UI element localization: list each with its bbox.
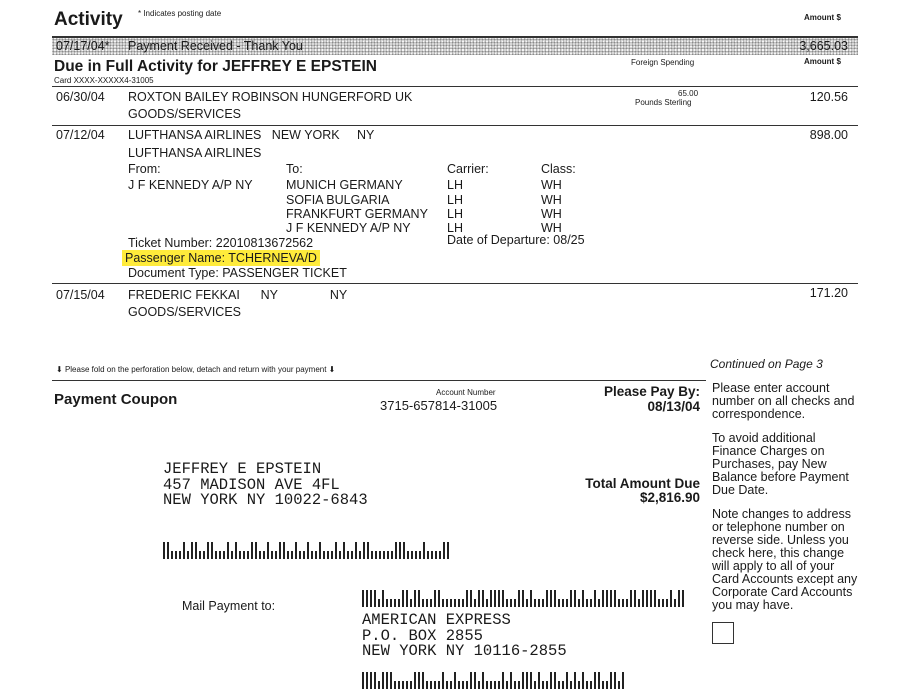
barcode-bar [442,672,444,689]
barcode-bar [562,599,564,607]
barcode-bar [546,681,548,689]
row-divider [52,125,858,126]
tx-description: FREDERIC FEKKAI NY NY [128,288,348,302]
barcode-bar [362,590,364,607]
barcode-bar [203,551,205,559]
tx-category: GOODS/SERVICES [128,305,241,319]
carrier-value: LH [447,221,463,235]
barcode-bar [518,681,520,689]
barcode-bar [386,599,388,607]
document-type: Document Type: PASSENGER TICKET [128,266,347,280]
barcode-bar [458,681,460,689]
barcode-bar [382,590,384,607]
payment-description: Payment Received - Thank You [128,39,303,53]
barcode-bar [542,681,544,689]
barcode-bar [574,590,576,607]
barcode-bar [546,590,548,607]
barcode-bar [678,590,680,607]
barcode-bar [454,599,456,607]
mail-payment-label: Mail Payment to: [182,599,276,613]
barcode-bar [506,681,508,689]
tx-merchant: LUFTHANSA AIRLINES [128,146,262,160]
barcode-bar [498,590,500,607]
barcode-bar [386,672,388,689]
barcode-bar [590,681,592,689]
total-label: Total Amount Due [585,476,700,491]
barcode-bar [295,542,297,559]
instruction-finance: To avoid additional Finance Charges on Purchases, pay New Balance before Payment Due Date. [712,431,849,497]
barcode-bar [243,551,245,559]
perforation-rule [52,380,706,381]
barcode-bar [434,681,436,689]
from-label: From: [128,162,161,176]
barcode-bar [363,542,365,559]
barcode-bar [606,590,608,607]
tx-date: 07/15/04 [56,288,105,302]
barcode-bar [267,542,269,559]
barcode-bar [650,590,652,607]
barcode-bar [518,590,520,607]
barcode-bar [446,599,448,607]
barcode-bar [506,599,508,607]
barcode-bar [251,542,253,559]
barcode-bar [530,672,532,689]
barcode-bar [594,672,596,689]
barcode-bar [191,542,193,559]
to-value: FRANKFURT GERMANY [286,207,428,221]
barcode-bar [466,590,468,607]
barcode-bar [514,599,516,607]
barcode-bar [370,590,372,607]
barcode-bar [530,590,532,607]
barcode-bar [382,672,384,689]
barcode-bar [526,672,528,689]
from-value: J F KENNEDY A/P NY [128,178,253,192]
class-value: WH [541,207,562,221]
barcode-bar [378,681,380,689]
barcode-bar [426,681,428,689]
barcode-bar [366,590,368,607]
barcode-bar [438,681,440,689]
barcode-bar [279,542,281,559]
barcode-bar [179,551,181,559]
barcode-bar [626,599,628,607]
barcode-bar [510,599,512,607]
tx-amount: 171.20 [809,286,848,300]
barcode-bar [654,590,656,607]
barcode-bar [418,590,420,607]
barcode-bar [454,672,456,689]
instruction-address-change: Note changes to address or telephone number on reverse side. Unless you check here, this change will apply to all of your Card Accounts except any Corporate Card Accounts you may have. [712,507,858,612]
down-arrow-icon: ⬇ [56,365,63,374]
barcode-bar [674,599,676,607]
carrier-value: LH [447,178,463,192]
barcode-bar [578,681,580,689]
barcode-bar [614,672,616,689]
carrier-value: LH [447,193,463,207]
amount-header: Amount $ [804,13,841,22]
barcode-bar [223,551,225,559]
barcode-bar [598,672,600,689]
barcode-bar [291,551,293,559]
barcode-bar [299,551,301,559]
barcode-bar [315,551,317,559]
barcode-bar [359,551,361,559]
barcode-bar [450,681,452,689]
barcode-bar [586,599,588,607]
barcode-bar [462,681,464,689]
tx-date: 06/30/04 [56,90,105,104]
barcode-bar [439,551,441,559]
barcode-bar [430,681,432,689]
barcode-bar [662,599,664,607]
tx-foreign-amount: 65.00 [678,89,699,98]
barcode-bar [478,681,480,689]
barcode-bar [622,599,624,607]
barcode-bar [383,551,385,559]
addressee-block [163,462,368,509]
section-amount-label: Amount $ [804,57,841,66]
barcode-bar [335,542,337,559]
barcode-bar [447,542,449,559]
barcode-bar [558,681,560,689]
barcode-bar [402,590,404,607]
carrier-value: LH [447,207,463,221]
barcode-bar [390,672,392,689]
barcode-bar [566,599,568,607]
remit-address-block [362,613,567,660]
fold-instruction: ⬇ Please fold on the perforation below, detach and return with your payment ⬇ [56,365,336,374]
barcode-bar [395,542,397,559]
barcode-bar [331,551,333,559]
barcode-bar [430,599,432,607]
barcode-bar [327,551,329,559]
pay-by-date: 08/13/04 [647,399,700,414]
barcode-bar [195,542,197,559]
barcode-bar [538,599,540,607]
barcode-bar [638,599,640,607]
class-label: Class: [541,162,576,176]
barcode-bar [423,542,425,559]
section-title: Due in Full Activity for JEFFREY E EPSTEIN [54,58,377,75]
barcode-bar [406,681,408,689]
barcode-bar [634,590,636,607]
barcode-bar [494,590,496,607]
tx-date: 07/12/04 [56,128,105,142]
barcode-bar [283,542,285,559]
barcode-bar [670,590,672,607]
barcode-bar [275,551,277,559]
barcode-bar [490,681,492,689]
barcode-bar [406,590,408,607]
barcode-bar [411,551,413,559]
barcode-bar [163,542,165,559]
barcode-bar [610,590,612,607]
barcode-bar [414,672,416,689]
barcode-bar [319,542,321,559]
barcode-bar [394,681,396,689]
barcode-bar [450,599,452,607]
barcode-bar [311,551,313,559]
barcode-bar [211,542,213,559]
barcode-bar [570,681,572,689]
barcode-bar [494,681,496,689]
posting-note: * Indicates posting date [138,9,222,18]
barcode-bar [347,551,349,559]
barcode-bar [606,681,608,689]
barcode-bar [287,551,289,559]
barcode-bar [438,590,440,607]
ticket-number: Ticket Number: 22010813672562 [128,236,314,250]
barcode-bar [550,590,552,607]
barcode-bar [415,551,417,559]
barcode-bar [558,599,560,607]
barcode-bar [398,681,400,689]
barcode-bar [410,681,412,689]
barcode-bar [622,672,624,689]
barcode-bar [514,681,516,689]
barcode-bar [522,590,524,607]
barcode-bar [375,551,377,559]
barcode-bar [594,590,596,607]
tx-amount: 898.00 [809,128,848,142]
barcode-bar [175,551,177,559]
to-value: J F KENNEDY A/P NY [286,221,411,235]
address-line: JEFFREY E EPSTEIN [163,460,322,478]
barcode-bar [538,672,540,689]
total-amount: $2,816.90 [639,490,700,505]
instruction-account: Please enter account number on all checks and correspondence. [712,381,855,421]
barcode-bar [470,590,472,607]
continued-note: Continued on Page 3 [710,357,823,371]
barcode-bar [590,599,592,607]
barcode-bar [658,599,660,607]
barcode-bar [602,681,604,689]
barcode-bar [419,551,421,559]
barcode-bar [427,551,429,559]
barcode-bar [602,590,604,607]
tx-description: LUFTHANSA AIRLINES NEW YORK NY [128,128,375,142]
carrier-label: Carrier: [447,162,489,176]
barcode-bar [402,681,404,689]
barcode-bar [610,672,612,689]
barcode-bar [582,672,584,689]
barcode-bar [207,542,209,559]
tx-category: GOODS/SERVICES [128,107,241,121]
barcode-bar [482,672,484,689]
tx-description: ROXTON BAILEY ROBINSON HUNGERFORD UK [128,90,413,104]
barcode-bar [574,672,576,689]
barcode-bar [458,599,460,607]
barcode-bar [570,590,572,607]
barcode-bar [534,681,536,689]
barcode-bar [307,542,309,559]
to-value: MUNICH GERMANY [286,178,403,192]
barcode-bar [554,590,556,607]
barcode-bar [566,672,568,689]
barcode-bar [187,551,189,559]
barcode-bar [502,672,504,689]
postal-barcode [362,589,686,607]
to-value: SOFIA BULGARIA [286,193,390,207]
payment-date: 07/17/04* [56,39,110,53]
barcode-bar [478,590,480,607]
account-number-label: Account Number [436,388,496,397]
barcode-bar [394,599,396,607]
address-line: NEW YORK NY 10116-2855 [362,642,567,660]
class-value: WH [541,221,562,235]
barcode-bar [646,590,648,607]
foreign-spending-label: Foreign Spending [631,58,695,67]
barcode-bar [259,551,261,559]
barcode-bar [534,599,536,607]
postal-barcode [163,541,451,559]
departure-date: Date of Departure: 08/25 [447,233,585,247]
barcode-bar [247,551,249,559]
barcode-bar [418,672,420,689]
barcode-bar [370,672,372,689]
barcode-bar [374,672,376,689]
barcode-bar [339,551,341,559]
barcode-bar [618,681,620,689]
payment-amount: 3,665.03 [799,39,848,53]
address-line: P.O. BOX 2855 [362,626,483,645]
barcode-bar [379,551,381,559]
postal-barcode [362,671,626,689]
barcode-bar [410,599,412,607]
down-arrow-icon: ⬇ [328,365,336,374]
barcode-bar [227,542,229,559]
barcode-bar [446,681,448,689]
barcode-bar [474,599,476,607]
address-line: AMERICAN EXPRESS [362,611,511,629]
barcode-bar [303,551,305,559]
barcode-bar [351,551,353,559]
class-value: WH [541,178,562,192]
card-number: Card XXXX-XXXXX4-31005 [54,76,154,85]
address-line: NEW YORK NY 10022-6843 [163,491,368,509]
barcode-bar [582,590,584,607]
barcode-bar [486,681,488,689]
pay-by-label: Please Pay By: [603,384,700,399]
barcode-bar [407,551,409,559]
barcode-bar [343,542,345,559]
barcode-bar [378,599,380,607]
barcode-bar [263,551,265,559]
barcode-bar [422,599,424,607]
barcode-bar [219,551,221,559]
barcode-bar [642,590,644,607]
barcode-bar [414,590,416,607]
barcode-bar [598,599,600,607]
barcode-bar [490,590,492,607]
barcode-bar [562,681,564,689]
barcode-bar [502,590,504,607]
barcode-bar [434,590,436,607]
barcode-bar [215,551,217,559]
barcode-bar [462,599,464,607]
barcode-bar [614,590,616,607]
barcode-bar [367,542,369,559]
barcode-bar [422,672,424,689]
barcode-bar [442,599,444,607]
barcode-bar [431,551,433,559]
barcode-bar [362,672,364,689]
address-change-checkbox[interactable] [712,622,734,644]
barcode-bar [550,672,552,689]
barcode-bar [618,599,620,607]
barcode-bar [542,599,544,607]
barcode-bar [199,551,201,559]
barcode-bar [554,672,556,689]
address-line: 457 MADISON AVE 4FL [163,475,340,494]
passenger-name-highlight: Passenger Name: TCHERNEVA/D [122,250,320,266]
account-number: 3715-657814-31005 [380,398,498,413]
barcode-bar [486,599,488,607]
barcode-bar [271,551,273,559]
barcode-bar [399,542,401,559]
barcode-bar [391,551,393,559]
coupon-title: Payment Coupon [54,391,178,408]
barcode-bar [682,590,684,607]
to-label: To: [286,162,303,176]
row-divider [52,283,858,284]
barcode-bar [426,599,428,607]
barcode-bar [231,551,233,559]
barcode-bar [578,599,580,607]
section-rule [52,86,858,87]
barcode-bar [666,599,668,607]
barcode-bar [374,590,376,607]
barcode-bar [235,542,237,559]
barcode-bar [482,590,484,607]
barcode-bar [474,672,476,689]
barcode-bar [323,551,325,559]
barcode-bar [239,551,241,559]
activity-title: Activity [54,9,123,30]
barcode-bar [443,542,445,559]
barcode-bar [355,542,357,559]
barcode-bar [390,599,392,607]
barcode-bar [586,681,588,689]
tx-amount: 120.56 [809,90,848,104]
tx-foreign-currency: Pounds Sterling [635,98,692,107]
barcode-bar [398,599,400,607]
barcode-bar [470,672,472,689]
class-value: WH [541,193,562,207]
barcode-bar [498,681,500,689]
barcode-bar [403,542,405,559]
barcode-bar [255,542,257,559]
barcode-bar [387,551,389,559]
barcode-bar [171,551,173,559]
barcode-bar [183,542,185,559]
barcode-bar [435,551,437,559]
barcode-bar [366,672,368,689]
barcode-bar [371,551,373,559]
barcode-bar [167,542,169,559]
barcode-bar [510,672,512,689]
barcode-bar [630,590,632,607]
barcode-bar [466,681,468,689]
barcode-bar [522,672,524,689]
barcode-bar [526,599,528,607]
